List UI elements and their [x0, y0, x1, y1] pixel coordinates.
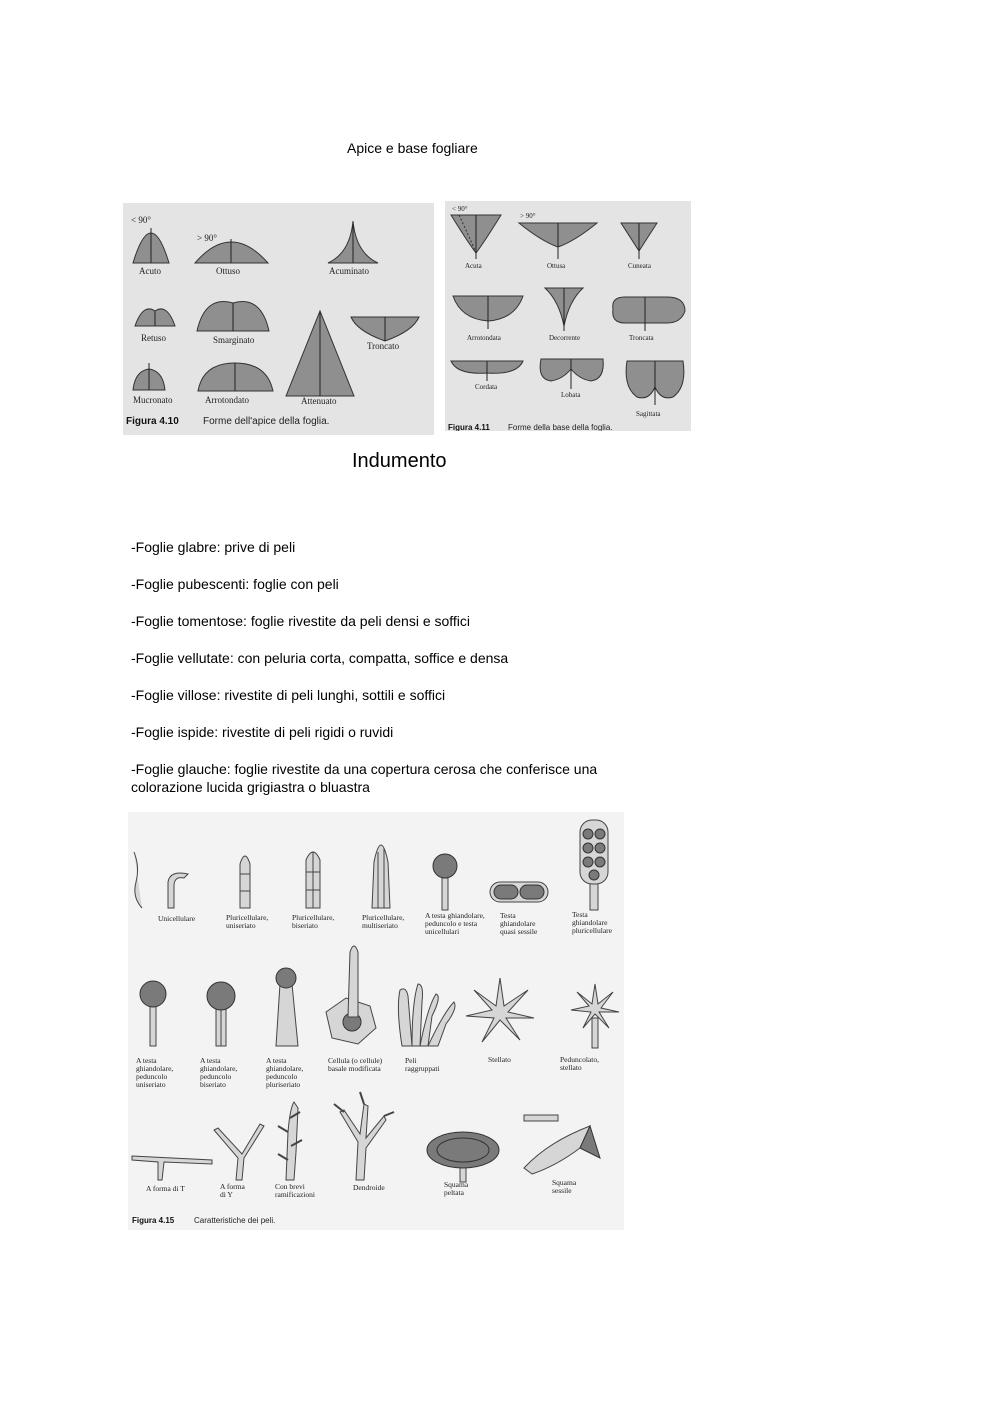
heading-indumento: Indumento [352, 450, 447, 472]
apex-label-acuto: Acuto [139, 266, 161, 276]
figure-4-15-number: Figura 4.15 [132, 1216, 175, 1225]
figure-4-10-caption: Forme dell'apice della foglia. [203, 416, 330, 427]
hair-label-testa-unicellulare: A testa ghiandolare, peduncolo e testa unicellulari [425, 911, 485, 936]
hair-label-cellula-basale: Cellula (o cellule) basale modificata [328, 1056, 383, 1073]
hair-label-peduncolato-stellato: Peduncolato, stellato [560, 1055, 599, 1072]
hair-label-forma-t: A forma di T [146, 1184, 185, 1193]
base-troncata-shape [613, 297, 685, 323]
base-angle-large-label: > 90° [520, 212, 536, 220]
hair-label-forma-y: A forma di Y [220, 1182, 245, 1199]
hair-label-pluricellulare-biseriato: Pluricellulare, biseriato [292, 913, 335, 930]
apex-label-troncato: Troncato [367, 341, 400, 351]
hair-uniseriate-drawing [240, 856, 250, 908]
hair-unicellular-drawing-a [134, 852, 142, 908]
angle-large-label: > 90° [197, 233, 217, 243]
heading-apice-base: Apice e base fogliare [347, 140, 478, 156]
hair-peltate-scale-drawing [427, 1132, 499, 1168]
base-label-sagittata: Sagittata [636, 410, 661, 418]
base-label-decorrente: Decorrente [549, 334, 581, 342]
figure-apex-shapes [123, 203, 434, 435]
hair-label-pluricellulare-multiseriato: Pluricellulare, multiseriato [362, 913, 405, 930]
hair-grouped-drawing [398, 989, 412, 1046]
figure-4-11-caption: Forme della base della foglia. [508, 423, 613, 431]
hair-label-squama-sessile: Squama sessile [552, 1178, 577, 1195]
base-lobata-shape [540, 359, 603, 381]
hair-label-dendroide: Dendroide [353, 1183, 385, 1192]
hair-unicellular-drawing-b [168, 873, 188, 908]
hair-stellate-drawing [466, 978, 534, 1042]
base-label-cuneata: Cuneata [628, 262, 651, 270]
hair-biseriate-gland-head [207, 982, 235, 1010]
hair-label-peduncolo-biseriato: A testa ghiandolare, peduncolo biseriato [200, 1056, 238, 1089]
hair-uniseriate-gland-head [140, 981, 166, 1007]
hair-multiseriate-drawing [372, 845, 390, 908]
indumento-item-glauche: -Foglie glauche: foglie rivestite da una copertura cerosa che conferisce una colorazione lucida grigiastra o bluastra [131, 761, 598, 795]
hair-label-peli-raggruppati: Peli raggruppati [405, 1056, 440, 1073]
apex-label-smarginato: Smarginato [213, 335, 255, 345]
indumento-item-vellutate: -Foglie vellutate: con peluria corta, compatta, soffice e densa [131, 650, 509, 666]
apex-label-attenuato: Attenuato [301, 396, 337, 406]
indumento-item-tomentose: -Foglie tomentose: foglie rivestite da peli densi e soffici [131, 613, 471, 629]
base-label-troncata: Troncata [629, 334, 654, 342]
figure-4-10-number: Figura 4.10 [126, 416, 179, 427]
hair-sessile-scale-top-drawing [524, 1115, 558, 1121]
hair-dendroid-drawing [340, 1104, 386, 1180]
base-label-lobata: Lobata [561, 391, 581, 399]
figure-4-11-number: Figura 4.11 [448, 423, 490, 431]
hair-label-pluricellulare-uniseriato: Pluricellulare, uniseriato [226, 913, 269, 930]
hair-glandular-stalk [442, 878, 448, 910]
indumento-item-glabre: -Foglie glabre: prive di peli [131, 539, 296, 555]
base-label-cordata: Cordata [475, 383, 498, 391]
base-label-acuta: Acuta [465, 262, 482, 270]
hair-sessile-scale-drawing [524, 1126, 590, 1174]
apex-label-arrotondato: Arrotondato [205, 395, 249, 405]
figure-base-shapes [445, 201, 691, 431]
apex-label-ottuso: Ottuso [216, 266, 241, 276]
hair-label-brevi-ramificazioni: Con brevi ramificazioni [275, 1182, 315, 1199]
hair-glandular-head [433, 854, 457, 878]
base-label-arrotondata: Arrotondata [467, 334, 501, 342]
base-angle-small-label: < 90° [452, 205, 468, 213]
hair-label-testa-sessile: Testa ghiandolare quasi sessile [500, 911, 538, 936]
indumento-item-pubescenti: -Foglie pubescenti: foglie con peli [131, 576, 339, 592]
apex-label-retuso: Retuso [141, 333, 167, 343]
indumento-list [131, 538, 691, 815]
base-label-ottusa: Ottusa [547, 262, 566, 270]
hair-label-unicellulare: Unicellulare [158, 914, 196, 923]
hair-label-squama-peltata: Squama peltata [444, 1180, 469, 1197]
figure-hair-types [128, 812, 624, 1230]
apex-label-mucronato: Mucronato [133, 395, 173, 405]
figure-4-15-caption: Caratteristiche dei peli. [194, 1216, 276, 1225]
hair-pluriseriate-gland-head [276, 968, 296, 988]
hair-label-peduncolo-uniseriato: A testa ghiandolare, peduncolo uniseriato [136, 1056, 174, 1089]
apex-label-acuminato: Acuminato [329, 266, 369, 276]
hair-t-shape-drawing [132, 1156, 212, 1180]
angle-small-label: < 90° [131, 215, 151, 225]
hair-label-stellato: Stellato [488, 1055, 511, 1064]
hair-label-testa-pluricellulare: Testa ghiandolare pluricellulare [572, 910, 612, 935]
indumento-item-ispide: -Foglie ispide: rivestite di peli rigidi o ruvidi [131, 724, 394, 740]
indumento-item-villose: -Foglie villose: rivestite di peli lunghi, sottili e soffici [131, 687, 446, 703]
hair-label-peduncolo-pluriseriato: A testa ghiandolare, peduncolo pluriseriato [266, 1056, 304, 1089]
hair-y-shape-drawing [214, 1124, 264, 1180]
